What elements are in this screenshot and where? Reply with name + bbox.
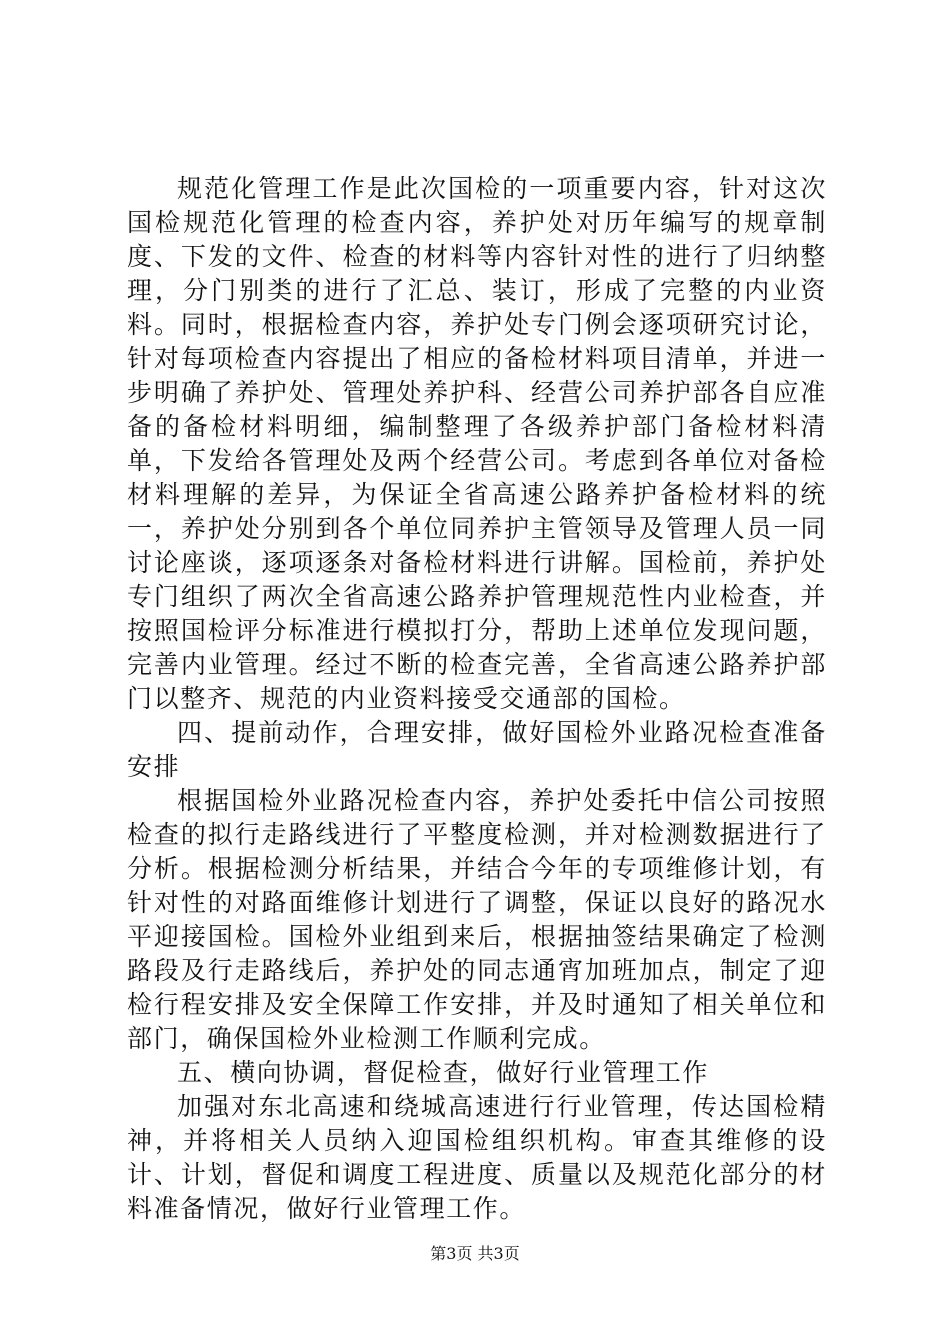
- section-heading-four: 四、提前动作，合理安排，做好国检外业路况检查准备安排: [127, 718, 827, 781]
- section-heading-five: 五、横向协调，督促检查，做好行业管理工作: [177, 1058, 710, 1087]
- paragraph-industry-management: 加强对东北高速和绕城高速进行行业管理，传达国检精神，并将相关人员纳入迎国检组织机构。审查其维修的设计、计划，督促和调度工程进度、质量以及规范化部分的材料准备情况，做好行业管理工作。: [127, 1092, 827, 1223]
- document-body: [127, 172, 827, 1226]
- paragraph-standardization: 规范化管理工作是此次国检的一项重要内容，针对这次国检规范化管理的检查内容，养护处对历年编写的规章制度、下发的文件、检查的材料等内容针对性的进行了归纳整理，分门别类的进行了汇总、装订，形成了完整的内业资料。同时，根据检查内容，养护处专门例会逐项研究讨论，针对每项检查内容提出了相应的备检材料项目清单，并进一步明确了养护处、管理处养护科、经营公司养护部各自应准备的备检材料明细，编制整理了各级养护部门备检材料清单，下发给各管理处及两个经营公司。考虑到各单位对备检材料理解的差异，为保证全省高速公路养护备检材料的统一，养护处分别到各个单位同养护主管领导及管理人员一同讨论座谈，逐项逐条对备检材料进行讲解。国检前，养护处专门组织了两次全省高速公路养护管理规范性内业检查，并按照国检评分标准进行模拟打分，帮助上述单位发现问题，完善内业管理。经过不断的检查完善，全省高速公路养护部门以整齐、规范的内业资料接受交通部的国检。: [127, 174, 827, 713]
- page-number-footer: 第3页 共3页: [430, 1244, 520, 1263]
- paragraph-field-inspection: 根据国检外业路况检查内容，养护处委托中信公司按照检查的拟行走路线进行了平整度检测，并对检测数据进行了分析。根据检测分析结果，并结合今年的专项维修计划，有针对性的对路面维修计划进行了调整，保证以良好的路况水平迎接国检。国检外业组到来后，根据抽签结果确定了检测路段及行走路线后，养护处的同志通宵加班加点，制定了迎检行程安排及安全保障工作安排，并及时通知了相关单位和部门，确保国检外业检测工作顺利完成。: [127, 786, 827, 1053]
